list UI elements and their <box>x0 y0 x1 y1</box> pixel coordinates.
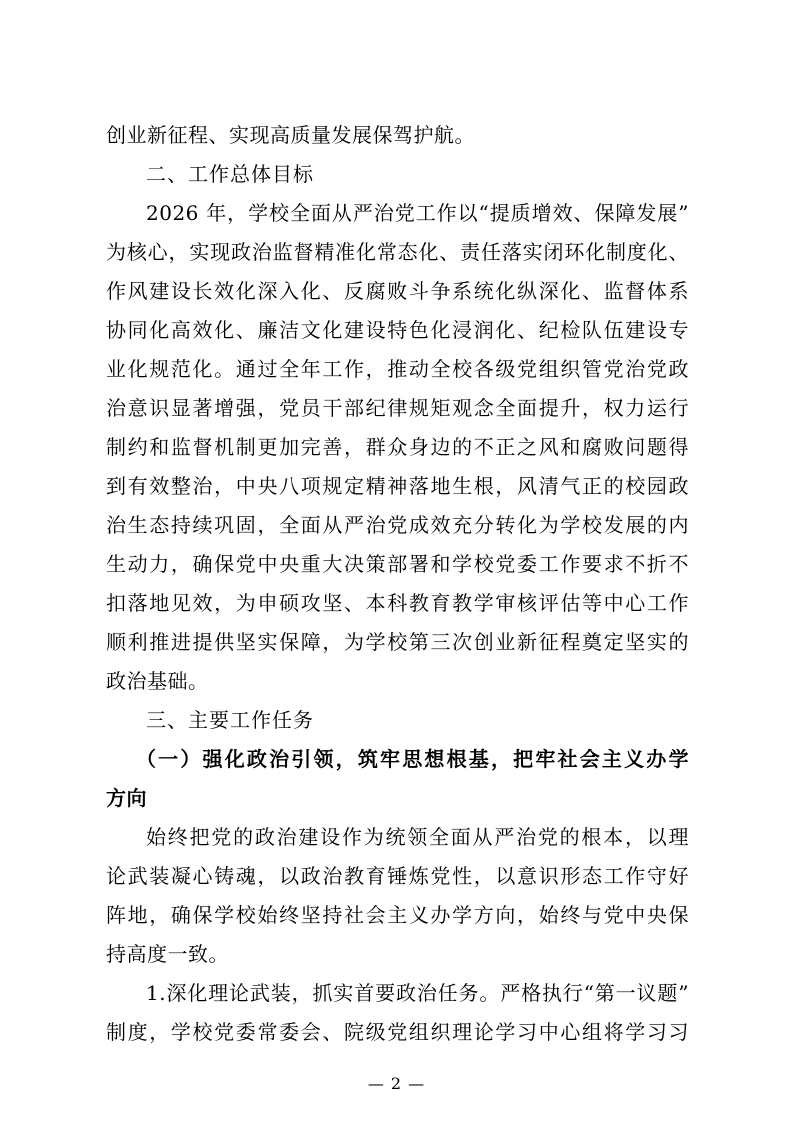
text-line: 顺利推进提供坚实保障，为学校第三次创业新征程奠定坚实的 <box>106 630 689 654</box>
text-line: 持高度一致。 <box>106 942 229 966</box>
text-line: 2026 年，学校全面从严治党工作以“提质增效、保障发展” <box>146 201 689 225</box>
text-line: 扣落地见效，为申硕攻坚、本科教育教学审核评估等中心工作 <box>106 591 689 615</box>
text-line: 为核心，实现政治监督精准化常态化、责任落实闭环化制度化、 <box>106 240 689 264</box>
text-line: 论武装凝心铸魂，以政治教育锤炼党性，以意识形态工作守好 <box>106 864 689 888</box>
text-line: 1.深化理论武装，抓实首要政治任务。严格执行“第一议题” <box>146 981 689 1005</box>
text-line: 生动力，确保党中央重大决策部署和学校党委工作要求不折不 <box>106 552 689 576</box>
text-line: 作风建设长效化深入化、反腐败斗争系统化纵深化、监督体系 <box>106 279 689 303</box>
text-line: 业化规范化。通过全年工作，推动全校各级党组织管党治党政 <box>106 357 689 381</box>
text-line: 治意识显著增强，党员干部纪律规矩观念全面提升，权力运行 <box>106 396 689 420</box>
text-line: 阵地，确保学校始终坚持社会主义办学方向，始终与党中央保 <box>106 903 689 927</box>
subsection-heading: （一）强化政治引领，筑牢思想根基，把牢社会主义办学 <box>136 747 689 771</box>
text-line: 始终把党的政治建设作为统领全面从严治党的根本，以理 <box>146 825 689 849</box>
text-line: 到有效整治，中央八项规定精神落地生根，风清气正的校园政 <box>106 474 689 498</box>
text-line: 协同化高效化、廉洁文化建设特色化浸润化、纪检队伍建设专 <box>106 318 689 342</box>
text-line: 创业新征程、实现高质量发展保驾护航。 <box>106 123 475 147</box>
page-number: — 2 — <box>367 1074 426 1093</box>
text-line: 制约和监督机制更加完善，群众身边的不正之风和腐败问题得 <box>106 435 689 459</box>
text-line: 治生态持续巩固，全面从严治党成效充分转化为学校发展的内 <box>106 513 689 537</box>
section-heading-3: 三、主要工作任务 <box>146 708 314 732</box>
section-heading-2: 二、工作总体目标 <box>146 162 314 186</box>
text-line: 制度，学校党委常委会、院级党组织理论学习中心组将学习习 <box>106 1020 689 1044</box>
text-line: 政治基础。 <box>106 669 209 693</box>
subsection-heading-continued: 方向 <box>106 786 147 810</box>
